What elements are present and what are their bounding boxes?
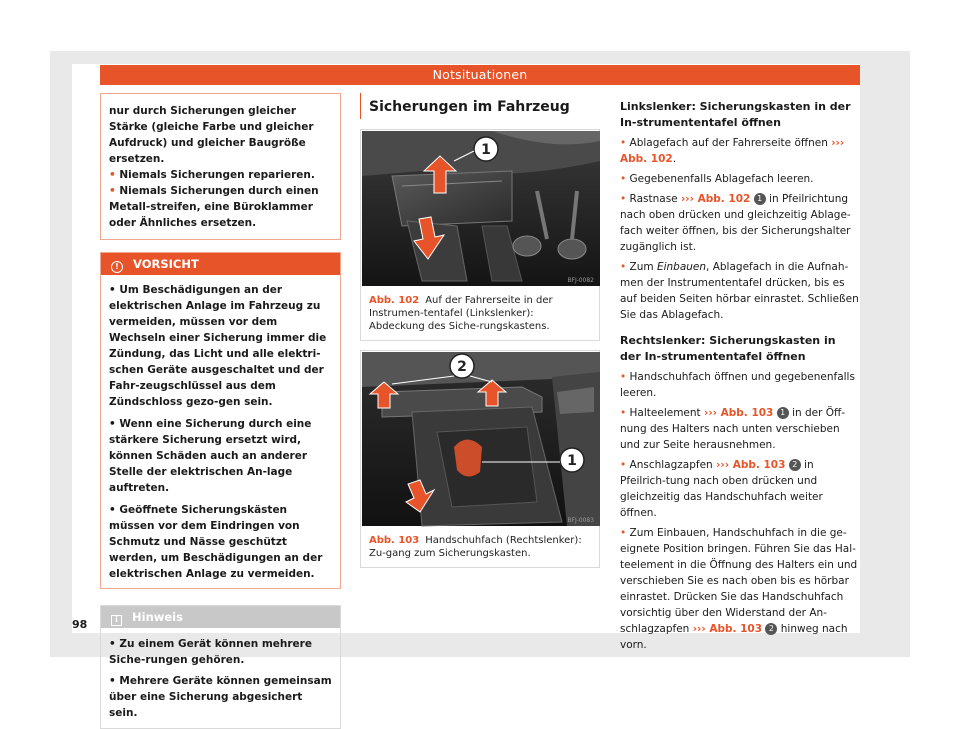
figure-103-label: Abb. 103 [369, 535, 420, 546]
lhd-step-3: • Rastnase ››› Abb. 102 1 in Pfeilrichtung nach oben drücken und gleichzeitig Ablage-fach weiter öffnen, bis der Sicherungshalter zugänglich ist. [620, 193, 851, 253]
lhd-step-1: • Ablagefach auf der Fahrerseite öffnen ››› Abb. 102. [620, 137, 845, 165]
lhd-step-4: • Zum Einbauen, Ablagefach in die Aufnah-men der Instrumententafel drücken, bis es auf beiden Seiten hörbar einrastet. Schließen Sie das Ablagefach. [620, 261, 859, 321]
bullet-icon: • [620, 407, 630, 419]
caution-bullet: • Geöffnete Sicherungskästen müssen vor dem Eindringen von Schmutz und Nässe geschützt werden, um Beschädigungen an der elektrischen Anlage zu vermeiden. [109, 504, 323, 580]
figure-102-caption: Abb. 102 Auf der Fahrerseite in der Instrumen-tentafel (Linkslenker): Abdeckung des Siche-rungskastens. [369, 295, 553, 332]
note-header [101, 606, 340, 628]
figure-103-callout-1: 1 [567, 453, 577, 469]
figure-103-caption: Abb. 103 Handschuhfach (Rechtslenker): Zu-gang zum Sicherungskasten. [369, 535, 582, 559]
lhd-heading: Linkslenker: Sicherungskasten in der In-strumententafel öffnen [620, 100, 851, 129]
lhd-step-2: • Gegebenenfalls Ablagefach leeren. [620, 173, 814, 185]
bullet-icon: • [109, 504, 120, 516]
callout-number-icon: 1 [754, 193, 766, 205]
caution-title: VORSICHT [133, 257, 199, 271]
note-bullet: • Mehrere Geräte können gemeinsam über eine Sicherung abgesichert sein. [109, 675, 332, 719]
rhd-step-2: • Halteelement ››› Abb. 103 1 in der Öff-nung des Halters nach unten verschieben und zur Seite herausnehmen. [620, 407, 846, 451]
figure-link[interactable]: ››› Abb. 102 [680, 193, 751, 205]
bullet-icon: • [620, 261, 630, 273]
bullet-icon: • [620, 173, 630, 185]
callout-number-icon: 1 [777, 407, 789, 419]
bullet-icon: • [109, 418, 120, 430]
figure-102 [360, 129, 600, 341]
rhd-heading: Rechtslenker: Sicherungskasten in der In-strumententafel öffnen [620, 334, 836, 363]
bullet-icon: • [620, 527, 630, 539]
callout-number-icon: 2 [789, 459, 801, 471]
fuse-cover-illustration [362, 131, 600, 286]
bullet-icon: • [109, 675, 120, 687]
note-body [101, 628, 340, 728]
bullet-icon: • [109, 284, 120, 296]
callout-number-icon: 2 [765, 623, 777, 635]
warning-bullet: • Niemals Sicherungen durch einen Metall-streifen, eine Büroklammer oder Ähnliches ersetzen. [109, 185, 319, 229]
note-box [100, 605, 341, 729]
warning-continuation-box [100, 93, 341, 240]
caution-bullet: • Wenn eine Sicherung durch eine stärkere Sicherung ersetzt wird, können Schäden auch an anderer Stelle der elektrischen An-lage auftreten. [109, 418, 312, 494]
figure-103-callout-2: 2 [457, 359, 467, 375]
caution-bullet: • Um Beschädigungen an der elektrischen Anlage im Fahrzeug zu vermeiden, müssen vor dem Wechseln einer Sicherung immer die Zündung, das Licht und alle elektri-schen Geräte ausgeschaltet und der Fahr-zeugschlüssel aus dem Zündschloss gezo-gen sein. [109, 284, 327, 408]
bullet-icon: • [620, 137, 630, 149]
bullet-icon: • [109, 185, 120, 197]
figure-102-image [362, 131, 598, 286]
bullet-icon: • [109, 169, 120, 181]
rhd-step-3: • Anschlagzapfen ››› Abb. 103 2 in Pfeilrich-tung nach oben drücken und gleichzeitig das Handschuhfach weiter öffnen. [620, 459, 823, 519]
figure-103-code: BFJ-0083 [567, 517, 594, 524]
figure-102-code: BFJ-0082 [567, 277, 594, 284]
warning-intro-text: nur durch Sicherungen gleicher Stärke (gleiche Farbe und gleicher Aufdruck) und gleicher Baugröße ersetzen. [109, 105, 314, 165]
bullet-icon: • [620, 193, 630, 205]
column-left [100, 93, 341, 729]
bullet-icon: • [620, 371, 630, 383]
figure-102-label: Abb. 102 [369, 295, 420, 306]
rhd-step-1: • Handschuhfach öffnen und gegebenenfalls leeren. [620, 371, 855, 399]
figure-link[interactable]: ››› Abb. 103 [716, 459, 786, 471]
glovebox-illustration [362, 352, 600, 526]
note-bullet: • Zu einem Gerät können mehrere Siche-rungen gehören. [109, 638, 312, 666]
rhd-step-4: • Zum Einbauen, Handschuhfach in die ge-eignete Position bringen. Führen Sie das Hal-teelement in die Öffnung des Halters ein und verschieben Sie es nach oben bis es hörbar einrastet. Drücken Sie das Handschuhfach vorsichtig über den Widerstand der An-schlagzapfen ››› Abb. 103 2 hinweg nach vorn. [620, 527, 858, 651]
section-title: Sicherungen im Fahrzeug [360, 93, 600, 119]
info-icon: i [111, 615, 122, 626]
figure-link[interactable]: ››› Abb. 103 [704, 407, 774, 419]
note-title: Hinweis [132, 610, 183, 624]
page-header: Notsituationen [100, 65, 860, 85]
caution-box [100, 252, 341, 589]
figure-103-image [362, 352, 598, 526]
column-middle [360, 93, 600, 568]
figure-103 [360, 350, 600, 568]
caution-icon: ! [111, 261, 123, 273]
column-right [620, 99, 860, 657]
bullet-icon: • [620, 459, 630, 471]
caution-header [101, 253, 340, 275]
warning-bullet: • Niemals Sicherungen reparieren. [109, 169, 315, 181]
caution-body [101, 275, 340, 588]
figure-102-callout-1: 1 [481, 142, 491, 158]
bullet-icon: • [109, 638, 120, 650]
page-number: 98 [72, 618, 88, 631]
figure-link[interactable]: ››› Abb. 103 [692, 623, 763, 635]
figure-link[interactable]: ››› Abb. 102 [620, 137, 845, 165]
